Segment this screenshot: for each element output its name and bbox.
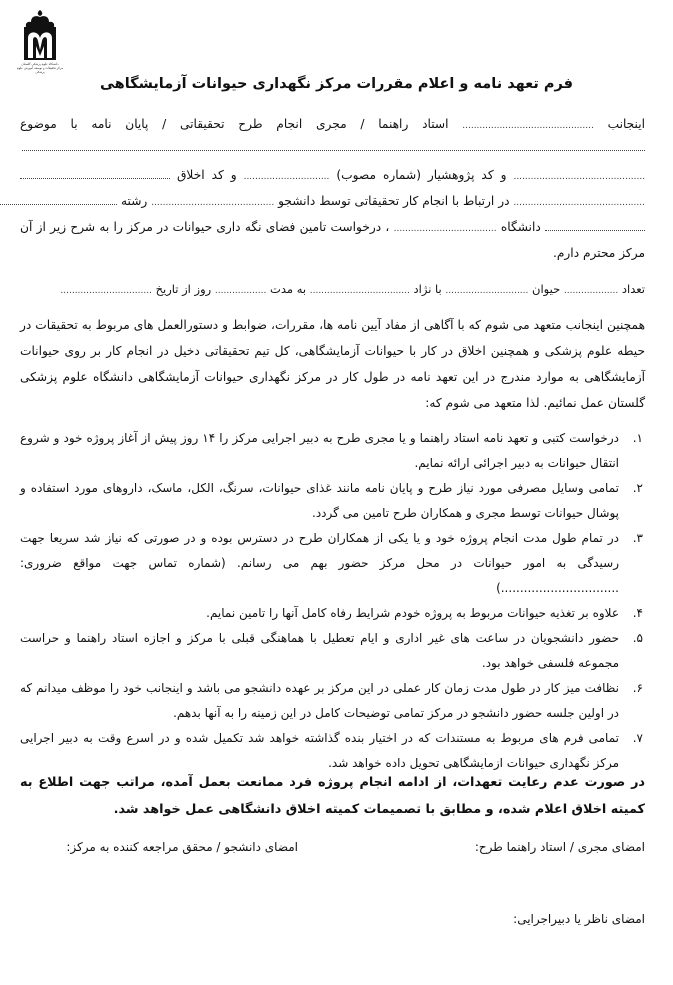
logo-subcaption: مرکز تحقیقات و توسعه آموزش علوم پزشکی (16, 66, 64, 74)
rule-item (20, 476, 645, 526)
rule-number: ۲. (632, 481, 643, 495)
student-signature-label: امضای دانشجو / محقق مراجعه کننده به مرکز: (66, 840, 298, 854)
rules-list (20, 426, 645, 776)
intro-line-5 (20, 220, 645, 234)
intro-line-3 (20, 168, 645, 182)
rule-text: درخواست کتبی و تعهد نامه استاد راهنما و یا مجری طرح به دبیر اجرایی مرکز را ۱۴ روز پیش از آغاز پروژه خود و شروع انتقال حیوانات به دبیر اجرائی ارائه نمایم. (20, 431, 619, 470)
rule-item (20, 601, 645, 626)
warning-notice: در صورت عدم رعایت تعهدات، از ادامه انجام پروژه فرد ممانعت بعمل آمده، مراتب جهت اطلاع به کمیته اخلاق اعلام شده، و مطابق با تصمیمات کمیته اخلاق دانشگاهی عمل خواهد شد. (20, 775, 645, 817)
student-label: در ارتباط با انجام کار تحقیقاتی توسط دانشجو (278, 194, 510, 208)
rule-item (20, 426, 645, 476)
intro-line-1 (20, 117, 645, 131)
rule-text: تمامی وسایل مصرفی مورد نیاز طرح و پایان نامه مانند غذای حیوانات، سرنگ، الکل، ماسک، داروهای مورد استفاده و پوشال حیوانات توسط مجری و همکاران طرح تامین می گردد. (20, 481, 619, 520)
topic-continuation-field[interactable]: .............................................. (513, 172, 646, 182)
rule-number: ۳. (632, 531, 643, 545)
request-text: ، درخواست تامین فضای نگه داری حیوانات در مرکز را به شرح زیر از آن (20, 220, 390, 234)
rule-number: ۷. (632, 731, 643, 745)
commitment-paragraph: همچنین اینجانب متعهد می شوم که با آگاهی از مفاد آیین نامه ها، مقررات، ضوابط و دستورالعمل های مربوط به تحقیقات در حیطه علوم پزشکی و همچنین اخلاق در کار با حیوانات آزمایشگاهی، کل تیم تحقیقاتی دخیل در انجام کار بر روی حیوانات آزمایشگاهی به موارد مندرج در این تعهد نامه در طول کار در مرکز نگهداری حیوانات آزمایشگاهی دانشگاه علوم پزشکی گلستان عمل نمائیم. لذا متعهد می شوم که: (20, 318, 645, 410)
student-name-field[interactable]: .............................................. (513, 198, 645, 208)
intro-label: اینجانب (607, 117, 646, 131)
university-logo (16, 8, 64, 74)
animal-field[interactable]: ............................. (445, 286, 529, 296)
animal-request-line (60, 282, 645, 296)
rule-number: ۵. (632, 631, 643, 645)
intro-line-6: مرکز محترم دارم. (553, 246, 645, 260)
executor-signature-label: امضای مجری / استاد راهنما طرح: (474, 840, 645, 854)
count-field[interactable]: ................... (563, 286, 619, 296)
rule-text: علاوه بر تغذیه حیوانات مربوط به پروژه خودم شرایط رفاه کامل آنها را تامین نمایم. (206, 606, 619, 620)
strain-label: با نژاد (413, 282, 442, 296)
rule-text: نظافت میز کار در طول مدت زمان کار عملی در این مرکز بر عهده دانشجو می باشد و اینجانب خود را موظف میدانم که در اولین جلسه حضور دانشجو در مرکز تمامی توضیحات کامل در این زمینه را به آنها بدهم. (20, 681, 619, 720)
rule-number: ۱. (632, 431, 643, 445)
rule-item (20, 626, 645, 676)
ethics-code-field[interactable] (20, 178, 170, 179)
research-code-label: و کد پژوهشیار (شماره مصوب) (336, 168, 507, 182)
strain-field[interactable]: ................................... (309, 286, 410, 296)
from-date-label: از تاریخ (155, 282, 191, 296)
date-field[interactable]: ................................ (60, 286, 152, 296)
ethics-code-label: و کد اخلاق (176, 168, 237, 182)
duration-label: به مدت (270, 282, 307, 296)
university-label: دانشگاه (500, 220, 541, 234)
student-field[interactable]: ........................................... (151, 198, 275, 208)
name-field[interactable]: .............................................. (462, 121, 594, 131)
intro-role-text: استاد راهنما / مجری انجام طرح تحقیقاتی / پایان نامه با موضوع (20, 117, 449, 131)
rule-number: ۶. (632, 681, 643, 695)
rule-text: تمامی فرم های مربوط به مستندات که در اختیار بنده گذاشته خواهد شد تکمیل شده و در اسرع وقت به دبیر اجرایی مرکز نگهداری حیوانات ازمایشگاهی تحویل داده خواهد شد. (20, 731, 619, 770)
university-field[interactable]: .................................... (393, 224, 497, 234)
rule-item (20, 526, 645, 601)
page-title: فرم تعهد نامه و اعلام مقررات مرکز نگهداری حیوانات آزمایشگاهی (100, 76, 573, 92)
research-code-field[interactable]: .............................. (243, 172, 330, 182)
major-label: رشته (121, 194, 148, 208)
rule-text: در تمام طول مدت انجام پروژه خود و یا یکی از همکاران طرح در دسترس بوده و در صورتی که نیاز شد سریعا جهت رسیدگی به امور حیوانات در محل مرکز حضور بهم می رسانم. (شماره تماس جهت مواقع ضروری: ...............................) (20, 531, 619, 595)
major-field[interactable] (0, 204, 117, 205)
duration-field[interactable]: .................. (214, 286, 267, 296)
rule-item (20, 676, 645, 726)
days-label: روز (194, 282, 212, 296)
logo-caption: دانشگاه علوم پزشکی گلستان (21, 62, 59, 66)
supervisor-signature-label: امضای ناظر یا دبیراجرایی: (513, 912, 645, 926)
topic-field[interactable] (22, 150, 645, 151)
rule-text: حضور دانشجویان در ساعت های غیر اداری و ایام تعطیل با هماهنگی قبلی با مرکز و اجازه استاد راهنما و حراست مجموعه فلسفی خواهد بود. (20, 631, 619, 670)
count-label: تعداد (621, 282, 645, 296)
rule-number: ۴. (632, 606, 643, 620)
animal-label: حیوان (532, 282, 561, 296)
university-emblem-icon (16, 8, 64, 62)
faculty-field[interactable] (545, 230, 645, 231)
intro-line-4 (20, 194, 645, 208)
